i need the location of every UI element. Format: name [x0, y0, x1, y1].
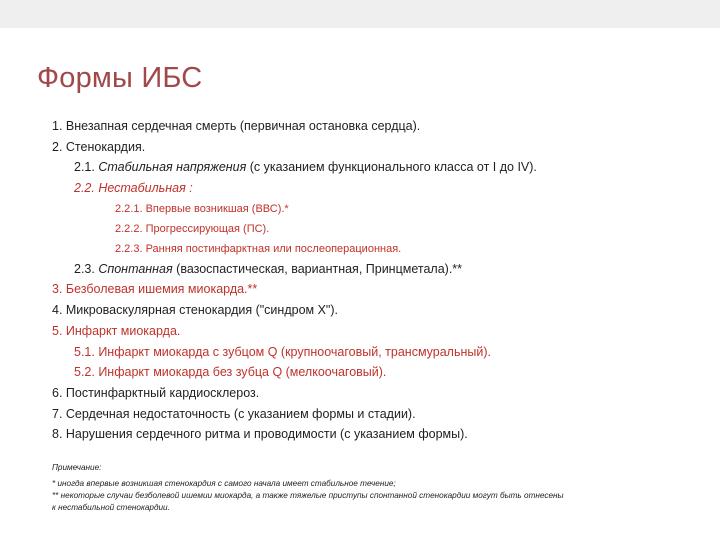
item-3: 3. Безболевая ишемия миокарда.** — [52, 282, 258, 297]
footnote-title: Примечание: — [52, 463, 102, 472]
item-6: 6. Постинфарктный кардиосклероз. — [52, 385, 260, 400]
item-2: 2. Стенокардия. — [52, 139, 146, 154]
footnote-line-1: * иногда впервые возникшая стенокардия с самого начала имеет стабильное течение; — [52, 479, 396, 488]
footnote — [52, 462, 712, 514]
item-4: 4. Микроваскулярная стенокардия ("синдром Х"). — [52, 303, 338, 318]
item-2-3-rest: (вазоспастическая, вариантная, Принцметала).** — [172, 261, 463, 276]
item-5-2: 5.2. Инфаркт миокарда без зубца Q (мелкоочаговый). — [74, 365, 387, 380]
item-8: 8. Нарушения сердечного ритма и проводимости (с указанием формы). — [52, 427, 468, 442]
item-5-1: 5.1. Инфаркт миокарда с зубцом Q (крупноочаговый, трансмуральный). — [74, 344, 491, 359]
item-7: 7. Сердечная недостаточность (с указанием формы и стадии). — [52, 406, 416, 421]
item-2-1-rest: (с указанием функционального класса от I до IV). — [246, 160, 537, 175]
classification-list — [52, 116, 712, 445]
item-2-2-3: 2.2.3. Ранняя постинфарктная или послеоперационная. — [115, 242, 402, 255]
item-2-1 — [52, 157, 712, 178]
item-2-2-1: 2.2.1. Впервые возникшая (ВВС).* — [115, 202, 289, 215]
item-5: 5. Инфаркт миокарда. — [52, 323, 181, 338]
item-2-3-num: 2.3. — [74, 261, 99, 276]
item-1: 1. Внезапная сердечная смерть (первичная остановка сердца). — [52, 119, 421, 133]
item-2-1-num: 2.1. — [74, 160, 99, 175]
item-2-2-2: 2.2.2. Прогрессирующая (ПС). — [115, 222, 270, 235]
footnote-line-3: к нестабильной стенокардии. — [52, 503, 170, 512]
item-2-3-italic: Спонтанная — [98, 261, 173, 276]
item-2-3 — [52, 259, 712, 280]
item-2-1-italic: Стабильная напряжения — [98, 160, 247, 175]
top-band — [0, 0, 720, 28]
footnote-line-2: ** некоторые случаи безболевой ишемии миокарда, а также тяжелые приступы спонтанной стенокардии могут быть отнесены — [52, 491, 564, 500]
slide-title: Формы ИБС — [37, 62, 203, 94]
item-2-2: 2.2. Нестабильная : — [74, 181, 193, 196]
